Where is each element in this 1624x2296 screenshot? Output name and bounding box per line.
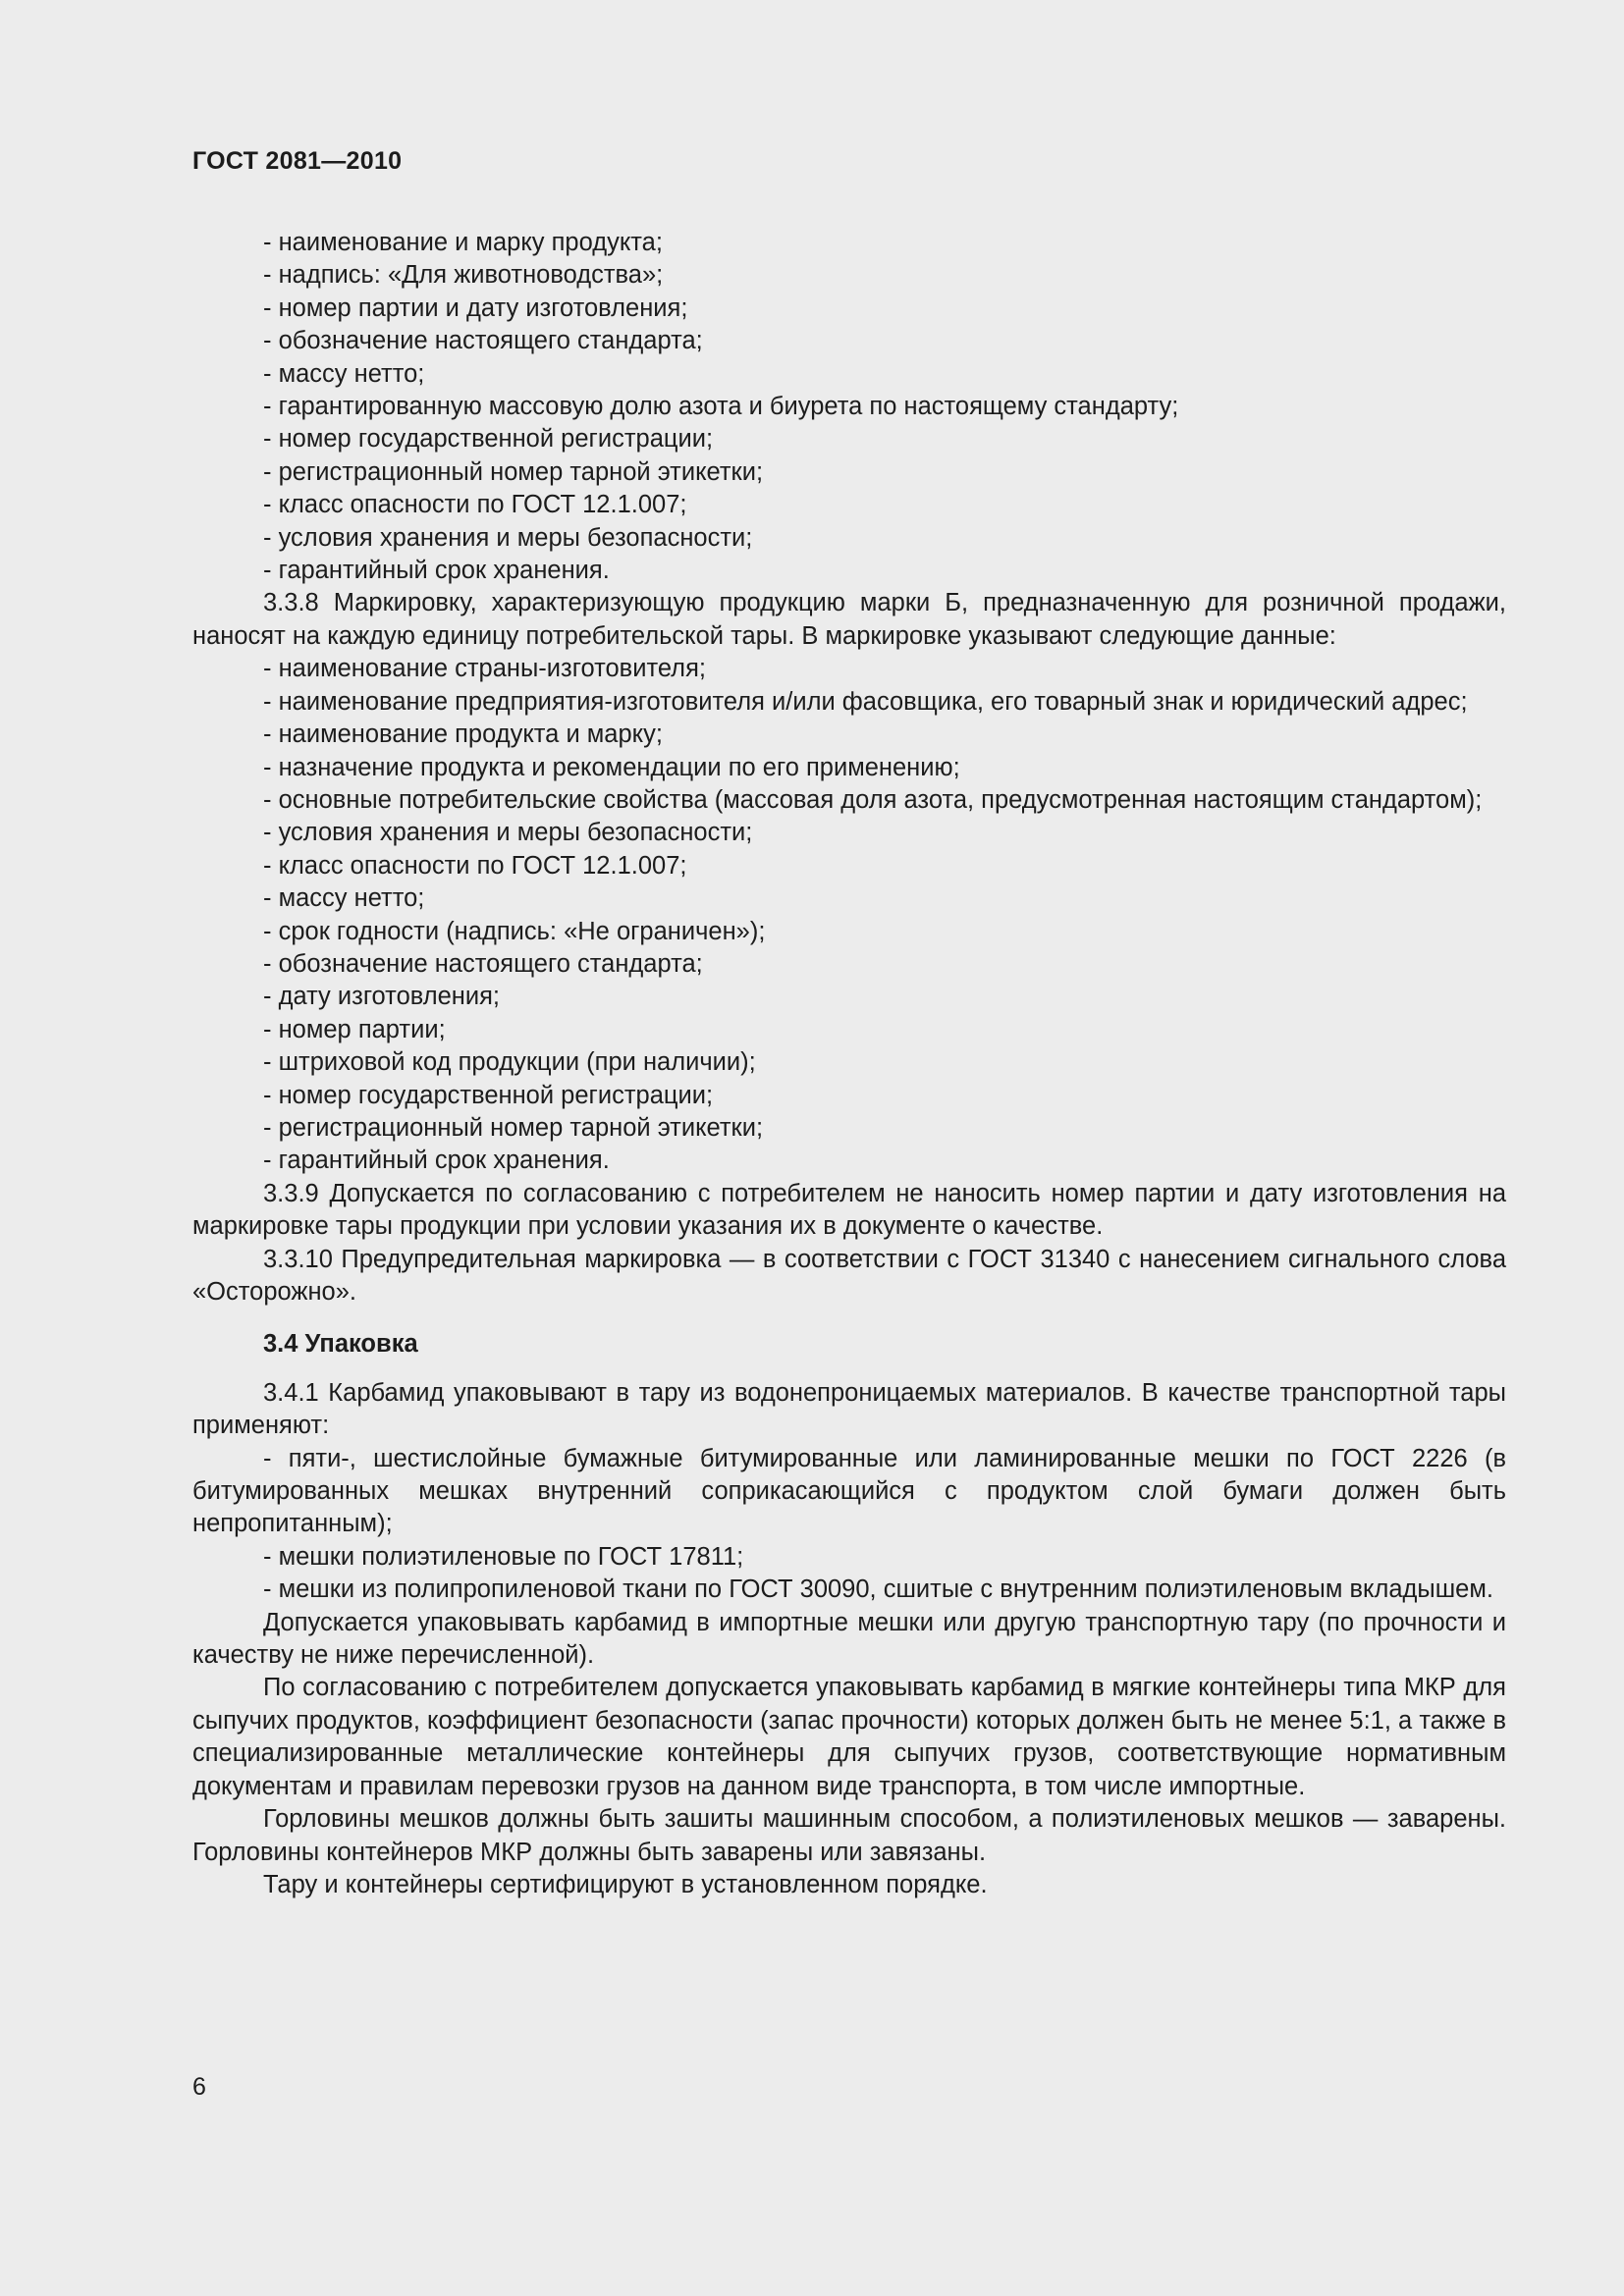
paragraph-3-3-10: 3.3.10 Предупредительная маркировка — в соответствии с ГОСТ 31340 с нанесением сигнального слова «Осторожно». xyxy=(192,1245,1506,1306)
page-body xyxy=(192,227,1506,1901)
list-item: - номер государственной регистрации; xyxy=(263,1081,714,1109)
list-item: - основные потребительские свойства (массовая доля азота, предусмотренная настоящим стандартом); xyxy=(263,785,1483,814)
list-item: - номер партии; xyxy=(263,1015,446,1043)
list-item: - номер государственной регистрации; xyxy=(263,425,714,454)
paragraph-3-3-8: 3.3.8 Маркировку, характеризующую продукцию марки Б, предназначенную для розничной продажи, наносят на каждую единицу потребительской тары. В маркировке указывают следующие данные: xyxy=(192,589,1506,650)
list-item: - массу нетто; xyxy=(263,884,425,913)
paragraph-3-3-9: 3.3.9 Допускается по согласованию с потребителем не наносить номер партии и дату изготовления на маркировке тары продукции при условии указания их в документе о качестве. xyxy=(192,1179,1506,1241)
list-item: - срок годности (надпись: «Не ограничен»); xyxy=(263,917,766,945)
list-item: - условия хранения и меры безопасности; xyxy=(263,819,753,847)
list-item: - надпись: «Для животноводства»; xyxy=(263,261,664,290)
paragraph-certification: Тару и контейнеры сертифицируют в установленном порядке. xyxy=(263,1870,988,1898)
list-item: - мешки полиэтиленовые по ГОСТ 17811; xyxy=(263,1542,744,1571)
marking-list-a xyxy=(192,227,1506,587)
list-item: - класс опасности по ГОСТ 12.1.007; xyxy=(263,491,687,519)
list-item: - пяти-, шестислойные бумажные битумированные или ламинированные мешки по ГОСТ 2226 (в битумированных мешках внутренний соприкасающийся с продуктом слой бумаги должен быть непропитанным); xyxy=(192,1444,1506,1538)
page-header-title: ГОСТ 2081—2010 xyxy=(192,147,403,175)
list-item: - гарантированную массовую долю азота и биурета по настоящему стандарту; xyxy=(263,393,1179,421)
list-item: - массу нетто; xyxy=(263,359,425,388)
list-item: - наименование и марку продукта; xyxy=(263,229,663,256)
packaging-list xyxy=(192,1443,1506,1607)
list-item: - назначение продукта и рекомендации по его применению; xyxy=(263,753,960,781)
list-item: - номер партии и дату изготовления; xyxy=(263,294,688,322)
list-item: - обозначение настоящего стандарта; xyxy=(263,949,703,978)
list-item: - дату изготовления; xyxy=(263,983,500,1011)
paragraph-mkr-containers: По согласованию с потребителем допускается упаковывать карбамид в мягкие контейнеры типа МКР для сыпучих продуктов, коэффициент безопасности (запас прочности) которых должен быть не менее 5:1, а также в специализированные металлические контейнеры для сыпучих грузов, соответствующие нормативным документам и правилам перевозки грузов на данном виде транспорта, в том числе импортные. xyxy=(192,1674,1506,1800)
list-item: - наименование продукта и марку; xyxy=(263,721,663,749)
list-item: - гарантийный срок хранения. xyxy=(263,557,610,585)
list-item: - наименование предприятия-изготовителя и/или фасовщика, его товарный знак и юридический адрес; xyxy=(263,687,1468,716)
list-item: - класс опасности по ГОСТ 12.1.007; xyxy=(263,851,687,880)
list-item: - регистрационный номер тарной этикетки; xyxy=(263,1113,764,1142)
section-title-packaging: 3.4 Упаковка xyxy=(263,1330,418,1359)
marking-list-b xyxy=(192,653,1506,1178)
paragraph-3-4-1: 3.4.1 Карбамид упаковывают в тару из водонепроницаемых материалов. В качестве транспортной тары применяют: xyxy=(192,1378,1506,1440)
list-item: - гарантийный срок хранения. xyxy=(263,1147,610,1175)
list-item: - наименование страны-изготовителя; xyxy=(263,655,706,683)
list-item: - регистрационный номер тарной этикетки; xyxy=(263,457,764,486)
paragraph-import-packaging: Допускается упаковывать карбамид в импортные мешки или другую транспортную тару (по прочности и качеству не ниже перечисленной). xyxy=(192,1608,1506,1670)
list-item: - штриховой код продукции (при наличии); xyxy=(263,1048,756,1077)
paragraph-bag-necks: Горловины мешков должны быть зашиты машинным способом, а полиэтиленовых мешков — заварены. Горловины контейнеров МКР должны быть заварены или завязаны. xyxy=(192,1805,1506,1866)
page-number: 6 xyxy=(192,2073,206,2101)
list-item: - условия хранения и меры безопасности; xyxy=(263,523,753,552)
list-item: - мешки из полипропиленовой ткани по ГОСТ 30090, сшитые с внутренним полиэтиленовым вкладышем. xyxy=(263,1575,1493,1604)
list-item: - обозначение настоящего стандарта; xyxy=(263,327,703,355)
